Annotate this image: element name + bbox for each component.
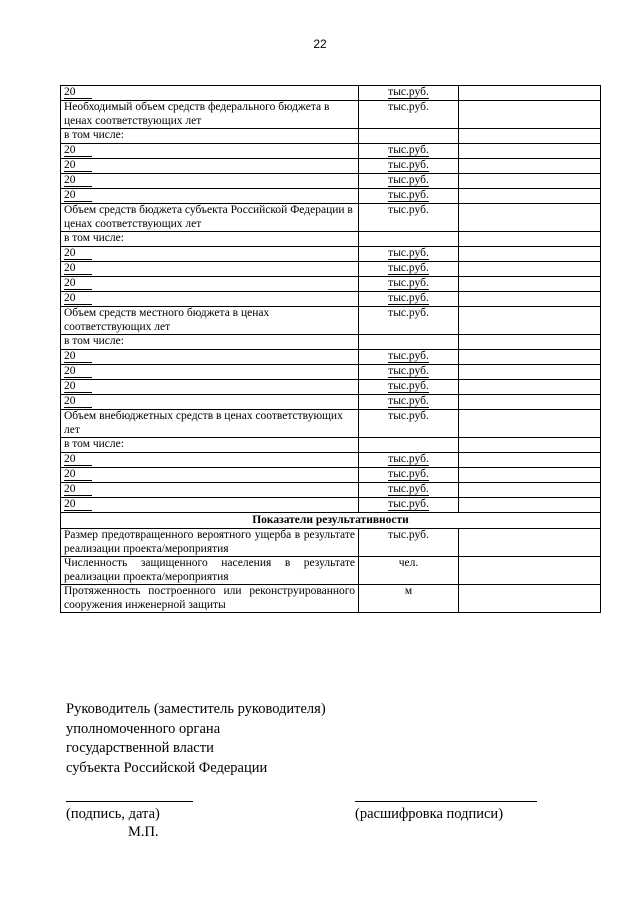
unit-cell (359, 307, 459, 335)
value-cell (459, 350, 601, 365)
unit-label: тыс.руб. (388, 395, 429, 407)
table-row (61, 410, 601, 438)
unit-cell (359, 292, 459, 307)
table-row (61, 585, 601, 613)
table-row (61, 468, 601, 483)
table-row (61, 365, 601, 380)
value-cell (459, 410, 601, 438)
table-row (61, 232, 601, 247)
table-row (61, 204, 601, 232)
decode-line (355, 801, 537, 802)
value-cell (459, 204, 601, 232)
value-cell (459, 468, 601, 483)
unit-label: тыс.руб. (388, 174, 429, 186)
table-row (61, 174, 601, 189)
year-cell (61, 350, 359, 365)
year-cell (61, 277, 359, 292)
unit-cell (359, 585, 459, 613)
unit-cell (359, 483, 459, 498)
unit-cell (359, 453, 459, 468)
table-row (61, 292, 601, 307)
value-cell (459, 498, 601, 513)
year-label: 20 (64, 247, 92, 260)
value-cell (459, 247, 601, 262)
value-cell (459, 380, 601, 395)
unit-label: тыс.руб. (388, 410, 429, 422)
year-label: 20 (64, 395, 92, 408)
year-label: 20 (64, 483, 92, 496)
unit-cell (359, 129, 459, 144)
unit-cell (359, 262, 459, 277)
unit-cell (359, 189, 459, 204)
unit-cell (359, 277, 459, 292)
year-cell (61, 247, 359, 262)
year-label: 20 (64, 159, 92, 172)
section-heading: Показатели результативности (61, 513, 601, 529)
unit-cell (359, 101, 459, 129)
subheader-label: в том числе: (61, 232, 359, 247)
year-cell (61, 380, 359, 395)
unit-label: тыс.руб. (388, 86, 429, 98)
category-label: Объем средств местного бюджета в ценах соответствующих лет (61, 307, 359, 335)
unit-label: чел. (398, 557, 419, 569)
value-cell (459, 232, 601, 247)
value-cell (459, 189, 601, 204)
unit-label: тыс.руб. (388, 453, 429, 465)
unit-cell (359, 335, 459, 350)
table-row (61, 144, 601, 159)
value-cell (459, 529, 601, 557)
unit-label: тыс.руб. (388, 144, 429, 156)
unit-cell (359, 557, 459, 585)
value-cell (459, 585, 601, 613)
year-label: 20 (64, 189, 92, 202)
unit-label: тыс.руб. (388, 350, 429, 362)
table-row (61, 159, 601, 174)
unit-label: тыс.руб. (388, 380, 429, 392)
value-cell (459, 292, 601, 307)
signatory-line-4: субъекта Российской Федерации (66, 759, 268, 776)
value-cell (459, 453, 601, 468)
year-label: 20 (64, 380, 92, 393)
year-label: 20 (64, 86, 92, 99)
subheader-label: в том числе: (61, 335, 359, 350)
value-cell (459, 438, 601, 453)
year-label: 20 (64, 144, 92, 157)
unit-cell (359, 232, 459, 247)
year-cell (61, 483, 359, 498)
unit-label: тыс.руб. (388, 483, 429, 495)
category-label: Объем средств бюджета субъекта Российской Федерации в ценах соответствующих лет (61, 204, 359, 232)
unit-cell (359, 365, 459, 380)
unit-cell (359, 174, 459, 189)
year-label: 20 (64, 365, 92, 378)
unit-cell (359, 380, 459, 395)
value-cell (459, 277, 601, 292)
year-cell (61, 498, 359, 513)
signatory-line-1: Руководитель (заместитель руководителя) (66, 701, 326, 717)
table-row (61, 307, 601, 335)
year-cell (61, 292, 359, 307)
value-cell (459, 101, 601, 129)
table-row (61, 350, 601, 365)
table-row (61, 557, 601, 585)
unit-label: тыс.руб. (388, 529, 429, 541)
value-cell (459, 335, 601, 350)
page-number: 22 (313, 37, 327, 51)
indicator-label: Размер предотвращенного вероятного ущерба в результате реализации проекта/мероприятия (61, 529, 359, 557)
table-row (61, 277, 601, 292)
value-cell (459, 365, 601, 380)
sign-caption: (подпись, дата) (66, 806, 160, 822)
table-row (61, 101, 601, 129)
year-label: 20 (64, 292, 92, 305)
indicator-label: Численность защищенного населения в результате реализации проекта/мероприятия (61, 557, 359, 585)
subheader-label: в том числе: (61, 129, 359, 144)
table-row (61, 262, 601, 277)
indicator-label: Протяженность построенного или реконструированного сооружения инженерной защиты (61, 585, 359, 613)
unit-cell (359, 468, 459, 483)
value-cell (459, 159, 601, 174)
unit-label: тыс.руб. (388, 101, 429, 113)
unit-label: тыс.руб. (388, 262, 429, 274)
budget-table (60, 85, 601, 613)
value-cell (459, 557, 601, 585)
year-label: 20 (64, 174, 92, 187)
subheader-label: в том числе: (61, 438, 359, 453)
signature-line (66, 801, 193, 802)
unit-label: тыс.руб. (388, 277, 429, 289)
signature-block (66, 700, 326, 778)
unit-label: тыс.руб. (388, 468, 429, 480)
year-cell (61, 365, 359, 380)
unit-cell (359, 144, 459, 159)
unit-label: тыс.руб. (388, 307, 429, 319)
year-label: 20 (64, 498, 92, 511)
category-label: Объем внебюджетных средств в ценах соответствующих лет (61, 410, 359, 438)
table-row (61, 129, 601, 144)
unit-cell (359, 395, 459, 410)
year-label: 20 (64, 350, 92, 363)
unit-cell (359, 410, 459, 438)
unit-cell (359, 86, 459, 101)
year-cell (61, 159, 359, 174)
year-cell (61, 144, 359, 159)
value-cell (459, 129, 601, 144)
year-cell (61, 468, 359, 483)
year-cell (61, 189, 359, 204)
table-row (61, 529, 601, 557)
unit-cell (359, 204, 459, 232)
table-row (61, 86, 601, 101)
unit-cell (359, 438, 459, 453)
year-label: 20 (64, 262, 92, 275)
table-row (61, 483, 601, 498)
unit-label: тыс.руб. (388, 204, 429, 216)
value-cell (459, 262, 601, 277)
value-cell (459, 86, 601, 101)
decode-caption: (расшифровка подписи) (355, 806, 504, 822)
year-label: 20 (64, 468, 92, 481)
value-cell (459, 307, 601, 335)
signatory-line-2: уполномоченного органа (66, 720, 221, 737)
unit-cell (359, 350, 459, 365)
unit-label: тыс.руб. (388, 189, 429, 201)
unit-label: тыс.руб. (388, 247, 429, 259)
year-cell (61, 453, 359, 468)
value-cell (459, 174, 601, 189)
unit-label: м (404, 585, 413, 597)
year-label: 20 (64, 277, 92, 290)
table-row (61, 438, 601, 453)
table-row (61, 453, 601, 468)
value-cell (459, 395, 601, 410)
unit-label: тыс.руб. (388, 159, 429, 171)
unit-cell (359, 529, 459, 557)
table-row (61, 189, 601, 204)
signatory-line-3: государственной власти (66, 740, 214, 756)
table-row (61, 498, 601, 513)
table-row (61, 335, 601, 350)
table-row (61, 513, 601, 529)
category-label: Необходимый объем средств федерального бюджета в ценах соответствующих лет (61, 101, 359, 129)
unit-label: тыс.руб. (388, 365, 429, 377)
unit-label: тыс.руб. (388, 498, 429, 510)
year-label: 20 (64, 453, 92, 466)
unit-cell (359, 498, 459, 513)
unit-cell (359, 159, 459, 174)
year-cell (61, 395, 359, 410)
seal-caption: М.П. (128, 824, 159, 840)
unit-label: тыс.руб. (388, 292, 429, 304)
value-cell (459, 144, 601, 159)
year-cell (61, 174, 359, 189)
year-cell (61, 262, 359, 277)
year-cell (61, 86, 359, 101)
value-cell (459, 483, 601, 498)
table-row (61, 247, 601, 262)
table-row (61, 380, 601, 395)
unit-cell (359, 247, 459, 262)
table-row (61, 395, 601, 410)
